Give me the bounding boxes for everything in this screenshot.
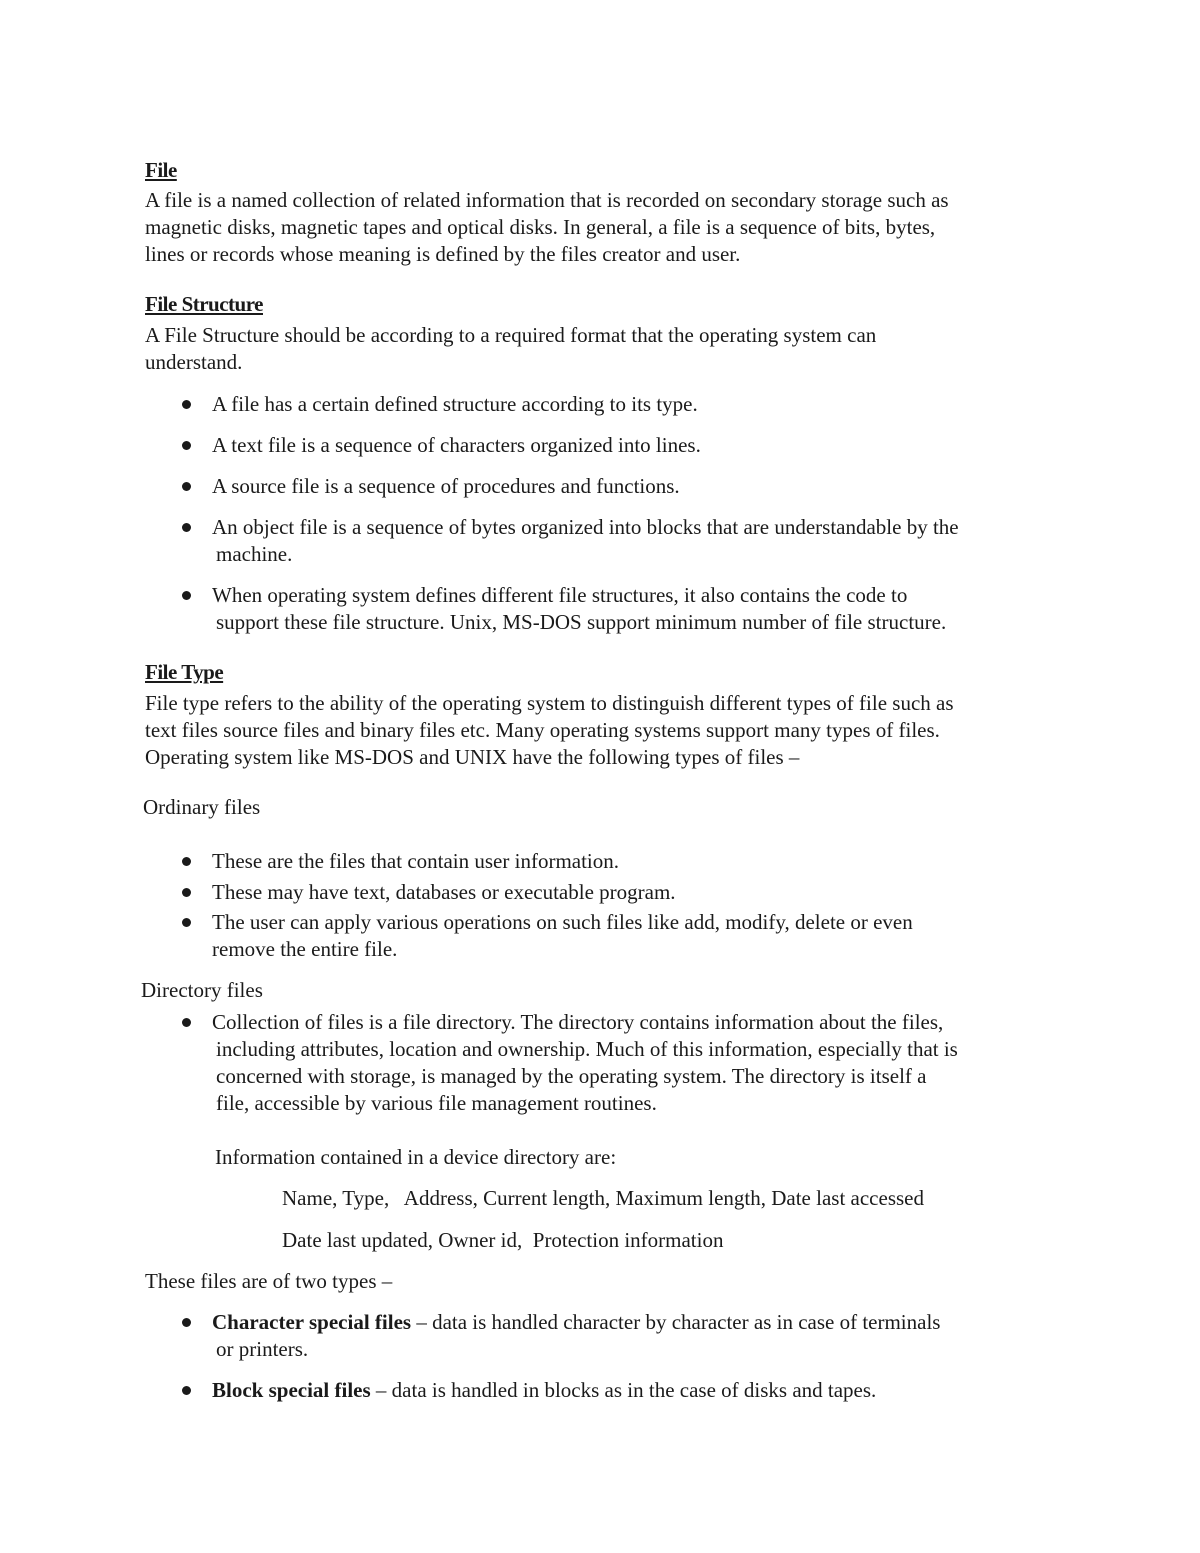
file-paragraph	[145, 187, 1075, 268]
list-item	[212, 391, 1072, 418]
list-item	[212, 1309, 1072, 1363]
file-type-paragraph	[145, 690, 1075, 771]
list-item-text: Collection of files is a file directory. The directory contains information about the files,	[212, 1010, 944, 1034]
info-intro: Information contained in a device directory are:	[215, 1145, 617, 1169]
bullet-icon	[182, 1386, 191, 1395]
bullet-icon	[182, 441, 191, 450]
file-type-line-2: text files source files and binary files etc. Many operating systems support many types of files.	[145, 718, 940, 742]
list-item	[212, 473, 1072, 500]
list-item-continuation: file, accessible by various file management routines.	[216, 1091, 657, 1115]
info-fields-line-1: Name, Type, Address, Current length, Maximum length, Date last accessed	[282, 1186, 924, 1210]
list-item-text: These may have text, databases or executable program.	[212, 880, 676, 904]
list-item	[212, 1009, 1072, 1117]
bullet-icon	[182, 400, 191, 409]
heading-file-type: File Type	[145, 660, 224, 684]
list-item-text: The user can apply various operations on such files like add, modify, delete or even	[212, 910, 913, 934]
list-item	[212, 432, 1072, 459]
file-type-line-3: Operating system like MS-DOS and UNIX have the following types of files –	[145, 745, 800, 769]
bullet-icon	[182, 1318, 191, 1327]
directory-files-label: Directory files	[141, 978, 263, 1002]
list-item-continuation: support these file structure. Unix, MS-DOS support minimum number of file structure.	[216, 610, 947, 634]
list-item-continuation: concerned with storage, is managed by the operating system. The directory is itself a	[216, 1064, 927, 1088]
bullet-icon	[182, 888, 191, 897]
file-structure-line-2: understand.	[145, 350, 243, 374]
list-item-text: A file has a certain defined structure according to its type.	[212, 392, 698, 416]
info-fields-line-2: Date last updated, Owner id, Protection information	[282, 1228, 724, 1252]
bullet-icon	[182, 482, 191, 491]
bullet-icon	[182, 523, 191, 532]
special-files-intro: These files are of two types –	[145, 1269, 393, 1293]
list-item	[212, 909, 1072, 963]
list-item	[212, 582, 1072, 636]
bullet-icon	[182, 591, 191, 600]
file-line-3: lines or records whose meaning is defined by the files creator and user.	[145, 242, 741, 266]
term-description: – data is handled in blocks as in the case of disks and tapes.	[370, 1378, 877, 1402]
bullet-icon	[182, 1018, 191, 1027]
term-description: – data is handled character by character as in case of terminals	[411, 1310, 941, 1334]
list-item	[212, 1377, 1072, 1404]
list-item	[212, 879, 1072, 906]
list-item-text	[212, 1377, 1072, 1404]
list-item-continuation: machine.	[216, 542, 293, 566]
term-block-special: Block special files	[212, 1378, 371, 1402]
list-item-continuation: including attributes, location and ownership. Much of this information, especially that is	[216, 1037, 958, 1061]
heading-file: File	[145, 158, 177, 182]
list-item-text: A text file is a sequence of characters organized into lines.	[212, 433, 701, 457]
heading-file-structure: File Structure	[145, 292, 263, 316]
term-character-special: Character special files	[212, 1310, 412, 1334]
file-line-1: A file is a named collection of related information that is recorded on secondary storage such as	[145, 188, 949, 212]
list-item-continuation: or printers.	[216, 1337, 309, 1361]
list-item-text: These are the files that contain user information.	[212, 849, 620, 873]
list-item-text: An object file is a sequence of bytes organized into blocks that are understandable by the	[212, 515, 959, 539]
list-item	[212, 848, 1072, 875]
bullet-icon	[182, 857, 191, 866]
file-line-2: magnetic disks, magnetic tapes and optical disks. In general, a file is a sequence of bits, bytes,	[145, 215, 936, 239]
list-item-text: When operating system defines different file structures, it also contains the code to	[212, 583, 908, 607]
ordinary-files-label: Ordinary files	[143, 795, 261, 819]
file-structure-line-1: A File Structure should be according to a required format that the operating system can	[145, 323, 877, 347]
bullet-icon	[182, 918, 191, 927]
file-structure-paragraph	[145, 322, 1075, 376]
list-item-text: A source file is a sequence of procedures and functions.	[212, 474, 680, 498]
file-type-line-1: File type refers to the ability of the operating system to distinguish different types of file such as	[145, 691, 954, 715]
list-item-text	[212, 1309, 1072, 1336]
list-item	[212, 514, 1072, 568]
list-item-continuation: remove the entire file.	[212, 937, 398, 961]
